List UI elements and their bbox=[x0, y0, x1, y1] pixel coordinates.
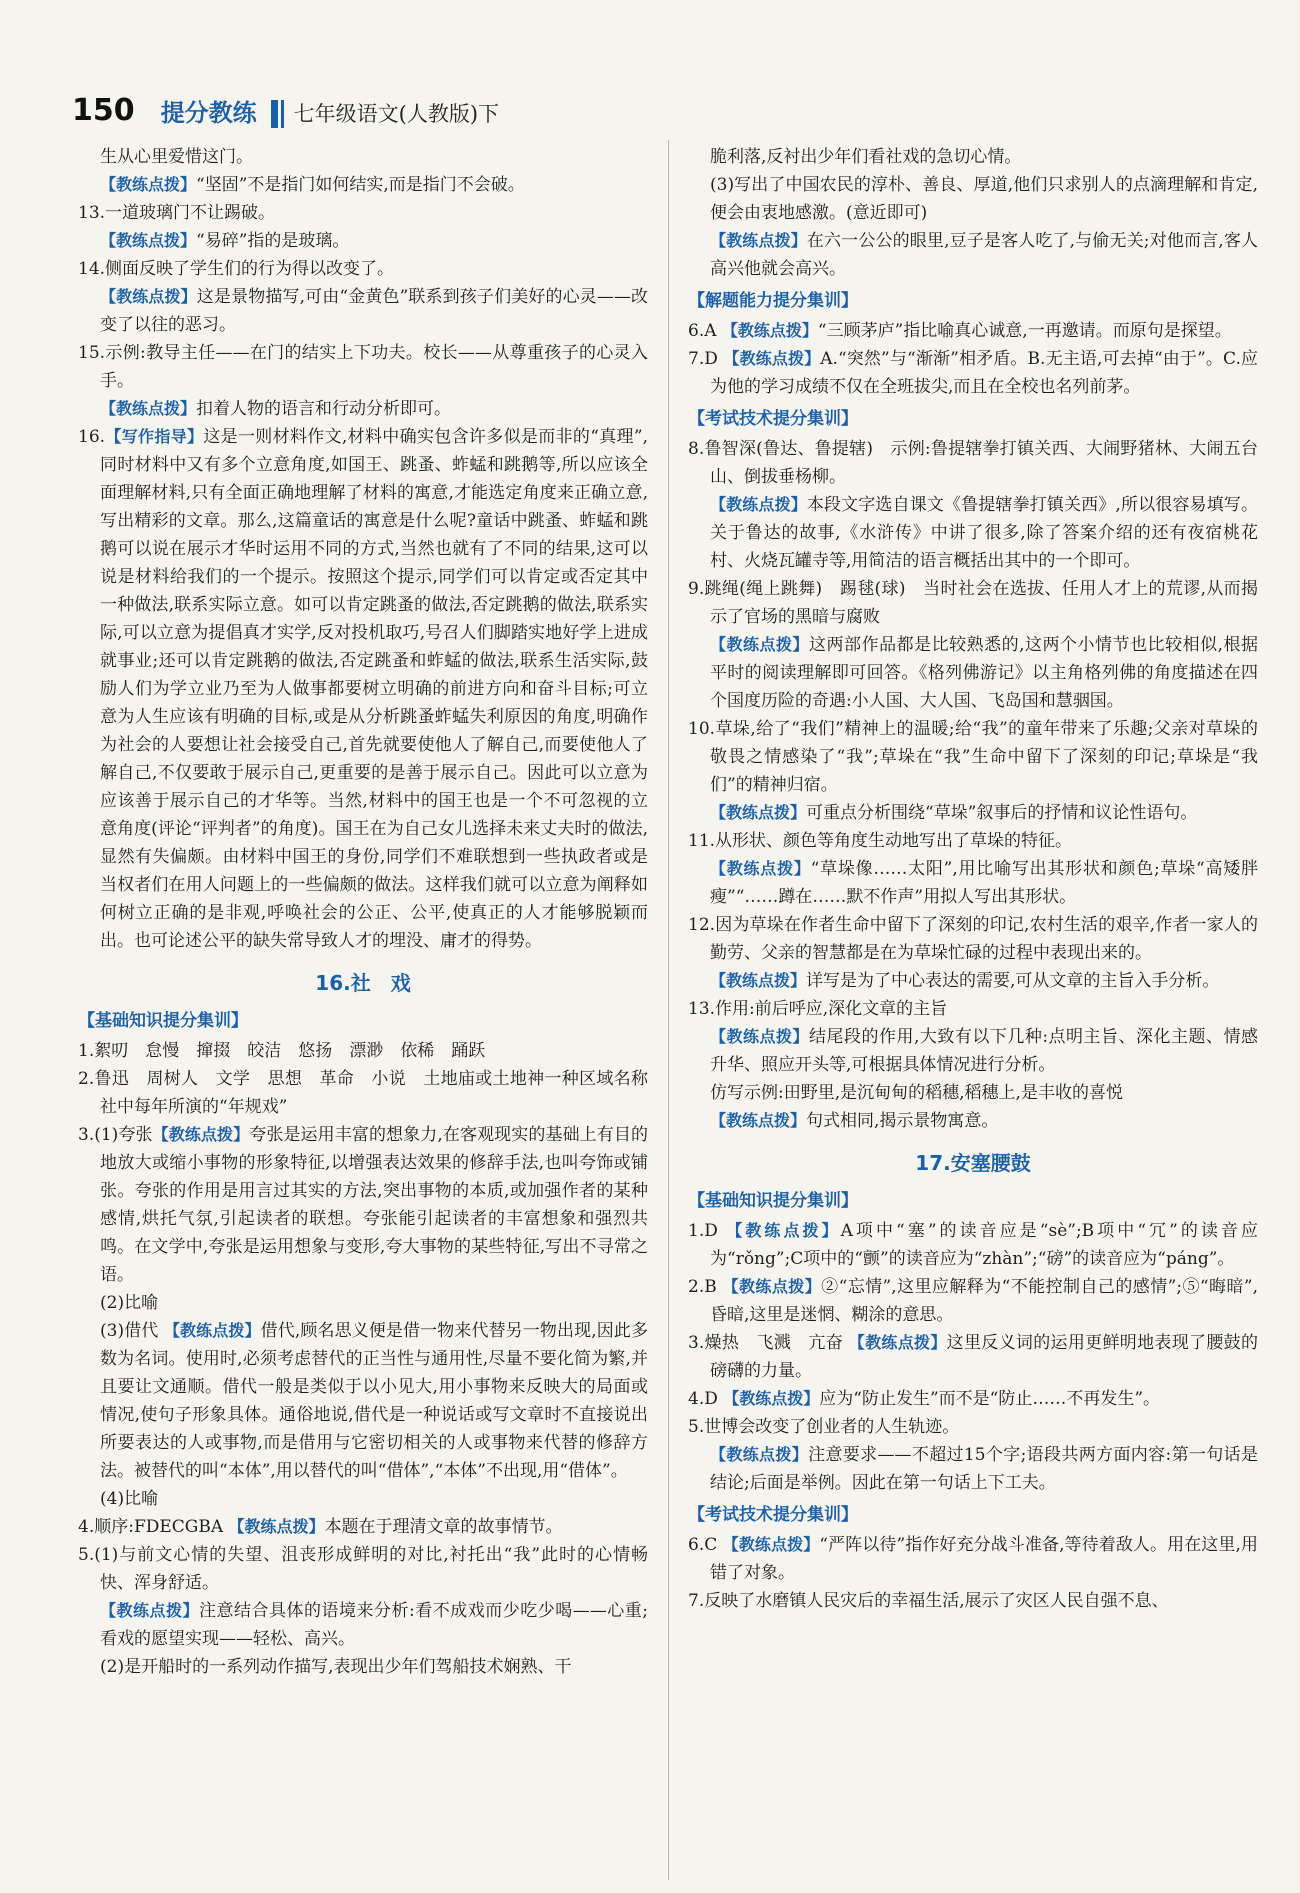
coach-tag: 【教练点拨】 bbox=[710, 1445, 809, 1464]
answer-11: 11.从形状、颜色等角度生动地写出了草垛的特征。 bbox=[688, 831, 1073, 851]
answer-6 bbox=[688, 317, 1258, 345]
coach-tag: 【教练点拨】 bbox=[710, 1111, 807, 1130]
answer-number: 16. bbox=[78, 427, 106, 447]
column-divider bbox=[668, 140, 669, 1880]
answer-note bbox=[78, 283, 648, 339]
answer-16 bbox=[78, 423, 648, 955]
answer-note bbox=[688, 1441, 1258, 1497]
coach-tag: 【教练点拨】 bbox=[722, 1535, 820, 1554]
answer-note bbox=[688, 227, 1258, 283]
note-text: 夸张是运用丰富的想象力,在客观现实的基础上有目的地放大或缩小事物的形象特征,以增强表达效果的修辞手法,也叫夸饰或铺张。夸张的作用是用言过其实的方法,突出事物的本质,或加强作者的某种感情,烘托气氛,引起读者的联想。夸张能引起读者的丰富想象和强烈共鸣。在文学中,夸张是运用想象与变形,夸大事物的某些特征,写出不寻常之语。 bbox=[100, 1125, 648, 1285]
answer-line: (3)写出了中国农民的淳朴、善良、厚道,他们只求别人的点滴理解和肯定,便会由衷地感激。(意近即可) bbox=[710, 175, 1258, 223]
answer-15: 15.示例:教导主任——在门的结实上下功夫。校长——从尊重孩子的心灵入手。 bbox=[78, 343, 648, 391]
note-text: 应为“防止发生”而不是“防止……不再发生”。 bbox=[819, 1389, 1161, 1409]
section-heading: 【基础知识提分集训】 bbox=[78, 1011, 248, 1031]
note-text: ②“忘情”,这里应解释为“不能控制自己的感情”;⑤“晦暗”,昏暗,这里是迷惘、糊涂的意思。 bbox=[710, 1277, 1258, 1325]
answer-number: 3.燥热 飞溅 亢奋 bbox=[688, 1333, 844, 1353]
section-heading: 【考试技术提分集训】 bbox=[688, 409, 858, 429]
section-heading: 【解题能力提分集训】 bbox=[688, 291, 858, 311]
answer-number: 4.D bbox=[688, 1389, 718, 1409]
coach-tag: 【教练点拨】 bbox=[100, 1601, 200, 1620]
answer-3 bbox=[78, 1121, 648, 1289]
answer-line: 生从心里爱惜这门。 bbox=[100, 147, 253, 167]
coach-tag: 【教练点拨】 bbox=[723, 349, 821, 368]
note-text: “严阵以待”指作好充分战斗准备,等待着敌人。用在这里,用错了对象。 bbox=[710, 1535, 1258, 1583]
note-text: 这里反义词的运用更鲜明地表现了腰鼓的磅礴的力量。 bbox=[710, 1333, 1258, 1381]
answer-line: 仿写示例:田野里,是沉甸甸的稻穗,稻穗上,是丰收的喜悦 bbox=[710, 1083, 1123, 1103]
note-text: 可重点分析围绕“草垛”叙事后的抒情和议论性语句。 bbox=[806, 803, 1198, 823]
note-text: 本题在于理清文章的故事情节。 bbox=[324, 1517, 563, 1537]
answer-13: 13.一道玻璃门不让踢破。 bbox=[78, 203, 276, 223]
coach-tag: 【教练点拨】 bbox=[848, 1333, 947, 1352]
answer-line: (2)是开船时的一系列动作描写,表现出少年们驾船技术娴熟、干 bbox=[100, 1657, 572, 1677]
answer-14: 14.侧面反映了学生们的行为得以改变了。 bbox=[78, 259, 395, 279]
page-number: 150 bbox=[72, 93, 135, 128]
answer-5: 5.世博会改变了创业者的人生轨迹。 bbox=[688, 1417, 960, 1437]
answer-4 bbox=[78, 1513, 648, 1541]
chapter-title-16: 16.社 戏 bbox=[315, 971, 411, 995]
note-text: 结尾段的作用,大致有以下几种:点明主旨、深化主题、情感升华、照应开头等,可根据具体情况进行分析。 bbox=[710, 1027, 1258, 1075]
answer-line bbox=[78, 1317, 648, 1485]
coach-tag: 【教练点拨】 bbox=[228, 1517, 325, 1536]
note-text: “三顾茅庐”指比喻真心诚意,一再邀请。而原句是探望。 bbox=[817, 321, 1232, 341]
header-bar-thin-icon bbox=[281, 100, 284, 128]
answer-3 bbox=[688, 1329, 1258, 1385]
note-text: 详写是为了中心表达的需要,可从文章的主旨入手分析。 bbox=[806, 971, 1220, 991]
page-header bbox=[72, 78, 1252, 128]
note-text: “草垛像……太阳”,用比喻写出其形状和颜色;草垛“高矮胖瘦”“……蹲在……默不作声”用拟人写出其形状。 bbox=[710, 859, 1258, 907]
coach-tag: 【教练点拨】 bbox=[723, 1389, 820, 1408]
brand-title: 提分教练 bbox=[160, 99, 257, 127]
left-column bbox=[78, 143, 665, 1681]
answer-12: 12.因为草垛在作者生命中留下了深刻的印记,农村生活的艰辛,作者一家人的勤劳、父亲的智慧都是在为草垛忙碌的过程中表现出来的。 bbox=[688, 915, 1258, 963]
answer-number: (3)借代 bbox=[100, 1321, 159, 1341]
answer-1: 1.絮叨 怠慢 撺掇 皎洁 悠扬 漂渺 依稀 踊跃 bbox=[78, 1041, 486, 1061]
note-text: 句式相同,揭示景物寓意。 bbox=[806, 1111, 999, 1131]
coach-tag: 【教练点拨】 bbox=[152, 1125, 250, 1144]
note-text: 这是景物描写,可由“金黄色”联系到孩子们美好的心灵——改变了以往的恶习。 bbox=[100, 287, 648, 335]
coach-tag: 【教练点拨】 bbox=[722, 1277, 822, 1296]
answer-note bbox=[688, 1107, 1258, 1135]
coach-tag: 【教练点拨】 bbox=[726, 1221, 841, 1240]
coach-tag: 【教练点拨】 bbox=[100, 399, 197, 418]
right-column bbox=[688, 143, 1258, 1615]
answer-line: (2)比喻 bbox=[100, 1293, 159, 1313]
answer-10: 10.草垛,给了“我们”精神上的温暖;给“我”的童年带来了乐趣;父亲对草垛的敬畏之情感染了“我”;草垛在“我”生命中留下了深刻的印记;草垛是“我们”的精神归宿。 bbox=[688, 719, 1258, 795]
answer-2 bbox=[688, 1273, 1258, 1329]
note-text: 注意结合具体的语境来分析:看不成戏而少吃少喝——心重;看戏的愿望实现——轻松、高兴。 bbox=[100, 1601, 648, 1649]
answer-number: 2.B bbox=[688, 1277, 717, 1297]
note-text: A项中“塞”的读音应是“sè”;B项中“冗”的读音应为“rǒng”;C项中的“颤”的读音应为“zhàn”;“磅”的读音应为“páng”。 bbox=[710, 1221, 1258, 1269]
answer-7: 7.反映了水磨镇人民灾后的幸福生活,展示了灾区人民自强不息、 bbox=[688, 1591, 1169, 1611]
answer-number: 3.(1)夸张 bbox=[78, 1125, 153, 1145]
section-heading: 【基础知识提分集训】 bbox=[688, 1191, 858, 1211]
note-text: “坚固”不是指门如何结实,而是指门不会破。 bbox=[196, 175, 525, 195]
chapter-title-17: 17.安塞腰鼓 bbox=[915, 1151, 1031, 1175]
coach-tag: 【教练点拨】 bbox=[710, 495, 807, 514]
answer-note bbox=[688, 1023, 1258, 1079]
coach-tag: 【教练点拨】 bbox=[710, 859, 811, 878]
coach-tag: 【教练点拨】 bbox=[710, 803, 807, 822]
coach-tag: 【教练点拨】 bbox=[100, 287, 197, 306]
section-heading: 【考试技术提分集训】 bbox=[688, 1505, 858, 1525]
answer-4 bbox=[688, 1385, 1258, 1413]
coach-tag: 【教练点拨】 bbox=[100, 231, 197, 250]
answer-13: 13.作用:前后呼应,深化文章的主旨 bbox=[688, 999, 948, 1019]
coach-tag: 【教练点拨】 bbox=[163, 1321, 261, 1340]
answer-note bbox=[688, 491, 1258, 575]
coach-tag: 【教练点拨】 bbox=[710, 971, 807, 990]
coach-tag: 【教练点拨】 bbox=[710, 635, 810, 654]
answer-5: 5.(1)与前文心情的失望、沮丧形成鲜明的对比,衬托出“我”此时的心情畅快、浑身舒适。 bbox=[78, 1545, 648, 1593]
note-text: 本段文字选自课文《鲁提辖拳打镇关西》,所以很容易填写。关于鲁达的故事,《水浒传》中讲了很多,除了答案介绍的还有夜宿桃花村、火烧瓦罐寺等,用简洁的语言概括出其中的一个即可。 bbox=[710, 495, 1258, 571]
note-text: 注意要求——不超过15个字;语段共两方面内容:第一句话是结论;后面是举例。因此在第一句话上下工夫。 bbox=[710, 1445, 1258, 1493]
answer-note bbox=[78, 227, 648, 255]
answer-6 bbox=[688, 1531, 1258, 1587]
answer-line: (4)比喻 bbox=[100, 1489, 159, 1509]
answer-note bbox=[78, 395, 648, 423]
note-text: 借代,顾名思义便是借一物来代替另一物出现,因此多数为名词。使用时,必须考虑替代的正当性与通用性,尽量不要化简为繁,并且要让文通顺。借代一般是类似于以小见大,用小事物来反映大的局面或情况,使句子形象具体。通俗地说,借代是一种说话或写文章时不直接说出所要表达的人或事物,而是借用与它密切相关的人或事物来代替的修辞方法。被替代的叫“本体”,用以替代的叫“借体”,“本体”不出现,用“借体”。 bbox=[100, 1321, 648, 1481]
answer-note bbox=[78, 171, 648, 199]
book-subtitle: 七年级语文(人教版)下 bbox=[293, 102, 500, 126]
answer-7 bbox=[688, 345, 1258, 401]
answer-number: 4.顺序:FDECGBA bbox=[78, 1517, 224, 1537]
header-bar-icon bbox=[271, 100, 278, 128]
coach-tag: 【教练点拨】 bbox=[710, 1027, 809, 1046]
answer-line: 脆利落,反衬出少年们看社戏的急切心情。 bbox=[710, 147, 1022, 167]
coach-tag: 【教练点拨】 bbox=[721, 321, 818, 340]
answer-note bbox=[688, 631, 1258, 715]
note-text: 在六一公公的眼里,豆子是客人吃了,与偷无关;对他而言,客人高兴他就会高兴。 bbox=[710, 231, 1258, 279]
answer-note bbox=[688, 967, 1258, 995]
answer-note bbox=[688, 855, 1258, 911]
coach-tag: 【教练点拨】 bbox=[100, 175, 197, 194]
note-text: A.“突然”与“渐渐”相矛盾。B.无主语,可去掉“由于”。C.应为他的学习成绩不仅在全班拔尖,而且在全校也名列前茅。 bbox=[710, 349, 1258, 397]
answer-1 bbox=[688, 1217, 1258, 1273]
answer-number: 7.D bbox=[688, 349, 718, 369]
coach-tag: 【教练点拨】 bbox=[710, 231, 807, 250]
note-text: 扣着人物的语言和行动分析即可。 bbox=[196, 399, 452, 419]
answer-2: 2.鲁迅 周树人 文学 思想 革命 小说 土地庙或土地神一种区域名称 社中每年所演的“年规戏” bbox=[78, 1069, 665, 1117]
answer-9: 9.跳绳(绳上跳舞) 踢毬(球) 当时社会在选拔、任用人才上的荒谬,从而揭示了官场的黑暗与腐败 bbox=[688, 579, 1258, 627]
answer-note bbox=[688, 799, 1258, 827]
note-text: “易碎”指的是玻璃。 bbox=[196, 231, 350, 251]
writing-guide-tag: 【写作指导】 bbox=[105, 427, 204, 446]
note-text: 这两部作品都是比较熟悉的,这两个小情节也比较相似,根据平时的阅读理解即可回答。《格列佛游记》以主角格列佛的角度描述在四个国度历险的奇遇:小人国、大人国、飞岛国和慧骃国。 bbox=[710, 635, 1258, 711]
answer-number: 6.C bbox=[688, 1535, 718, 1555]
note-text: 这是一则材料作文,材料中确实包含许多似是而非的“真理”,同时材料中又有多个立意角度,如国王、跳蚤、蚱蜢和跳鹅等,所以应该全面理解材料,只有全面正确地理解了材料的寓意,才能选定角度来正确立意,写出精彩的文章。那么,这篇童话的寓意是什么呢?童话中跳蚤、蚱蜢和跳鹅可以说在展示才华时运用不同的方式,当然也就有了不同的结果,这可以说是材料给我们的一个提示。按照这个提示,同学们可以肯定或否定其中一种做法,联系实际立意。如可以肯定跳蚤的做法,否定跳鹅的做法,联系实际,可以立意为提倡真才实学,反对投机取巧,号召人们脚踏实地好学上进成就事业;还可以肯定跳鹅的做法,否定跳蚤和蚱蜢的做法,联系生活实际,鼓励人们为学立业乃至为人做事都要树立明确的前进方向和奋斗目标;可立意为人生应该有明确的目标,或是从分析跳蚤蚱蜢失利原因的角度,明确作为社会的人要想让社会接受自己,首先就要使他人了解自己,而要使他人了解自己,不仅要敢于展示自己,更重要的是善于展示自己。因此可以立意为应该善于展示自己的才华等。当然,材料中的国王也是一个不可忽视的立意角度(评论“评判者”的角度)。国王在为自己女儿选择未来丈夫时的做法,显然有失偏颇。由材料中国王的身份,同学们不难联想到一些执政者或是当权者们在用人问题上的一些偏颇的做法。这样我们就可以立意为阐释如何树立正确的是非观,呼唤社会的公正、公平,使真正的人才能够脱颖而出。也可论述公平的缺失常导致人才的埋没、庸才的得势。 bbox=[100, 427, 648, 951]
answer-note bbox=[78, 1597, 648, 1653]
answer-number: 1.D bbox=[688, 1221, 718, 1241]
answer-number: 6.A bbox=[688, 321, 717, 341]
answer-8: 8.鲁智深(鲁达、鲁提辖) 示例:鲁提辖拳打镇关西、大闹野猪林、大闹五台山、倒拔垂杨柳。 bbox=[688, 439, 1258, 487]
